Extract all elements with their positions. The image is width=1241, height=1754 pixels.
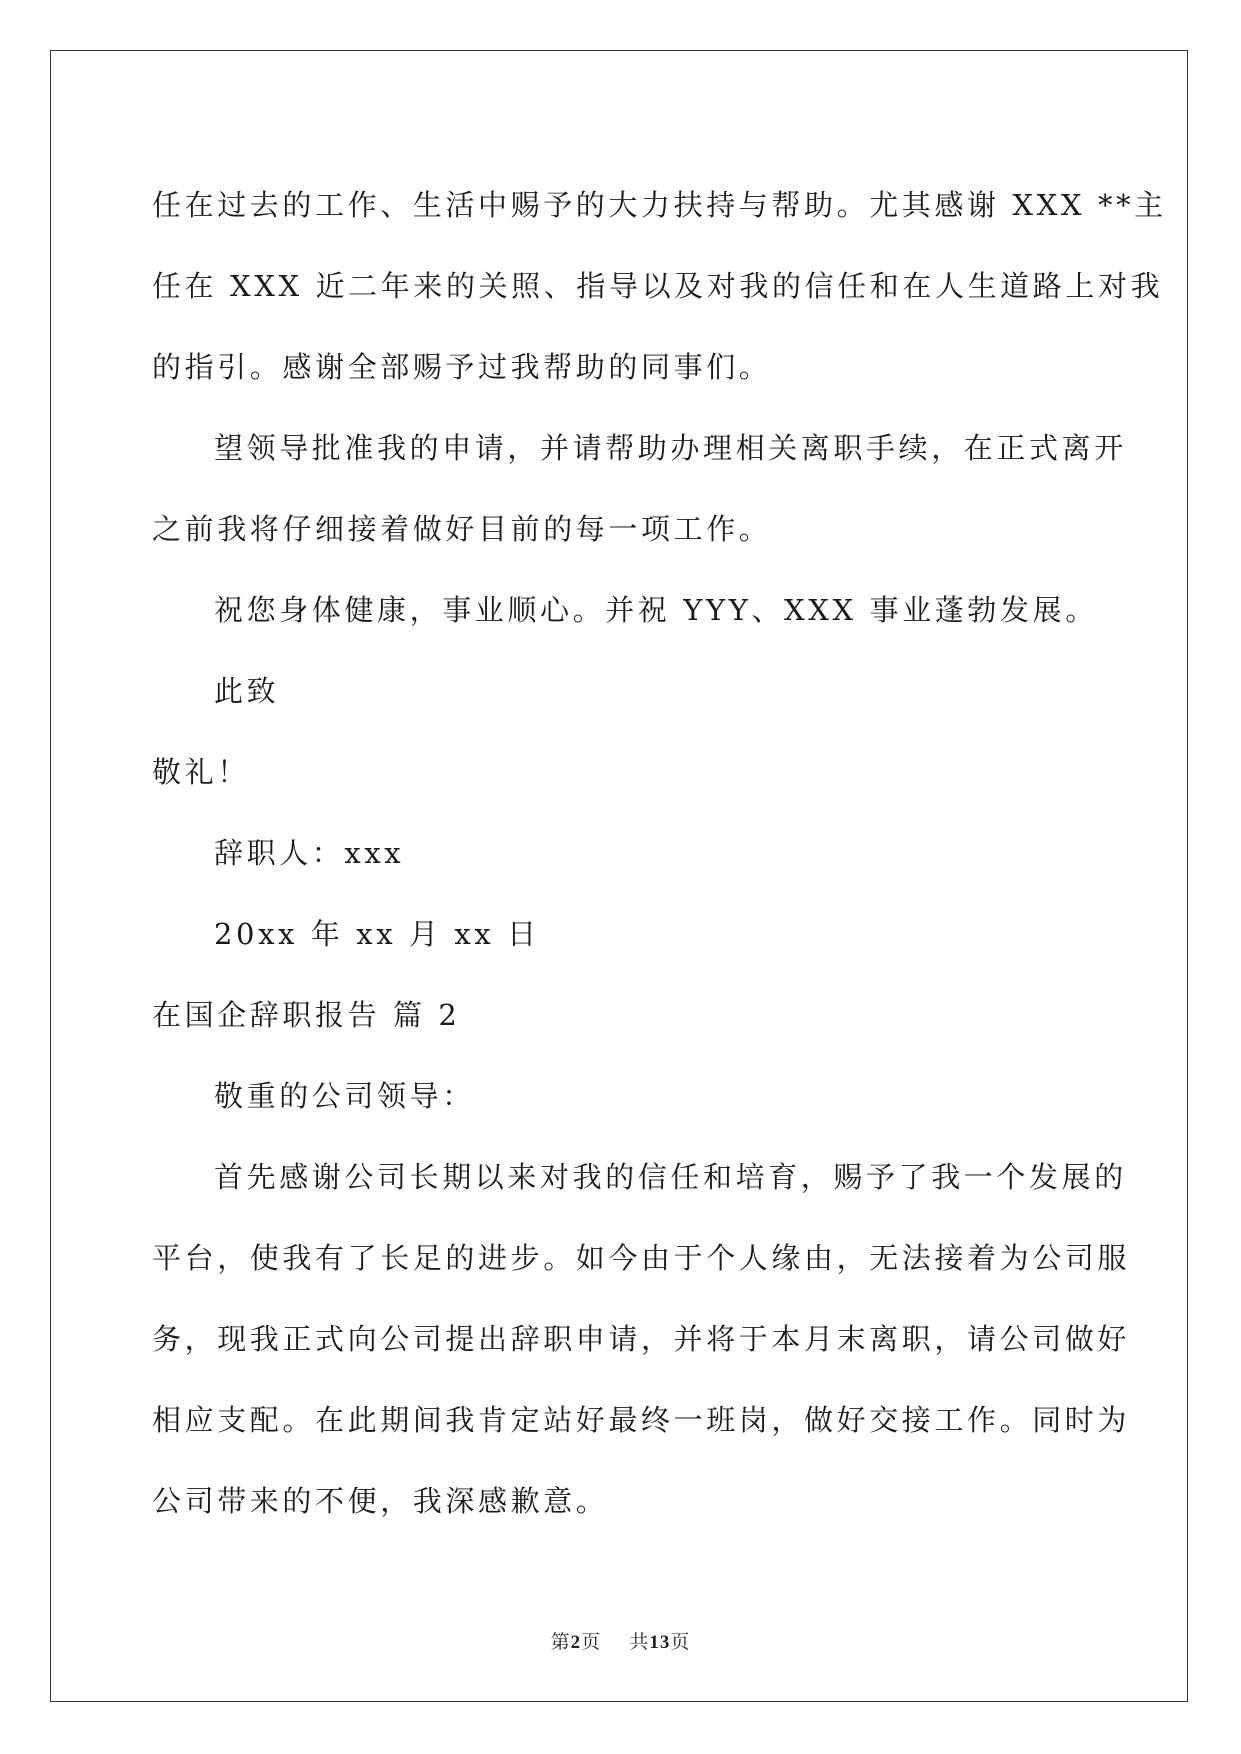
signature-line: 辞职人：xxx: [214, 836, 405, 870]
text-line: 公司带来的不便，我深感歉意。: [152, 1484, 609, 1518]
text-line: 的指引。感谢全部赐予过我帮助的同事们。: [152, 350, 772, 384]
document-body: [152, 165, 1167, 1542]
text-line: 祝您身体健康，事业顺心。并祝 YYY、XXX 事业蓬勃发展。: [214, 593, 1098, 627]
footer-page-word: 页: [581, 1631, 602, 1653]
footer-total-prefix: 共: [629, 1631, 650, 1653]
footer-total-word: 页: [670, 1631, 691, 1653]
text-line: 任在 XXX 近二年来的关照、指导以及对我的信任和在人生道路上对我: [152, 269, 1164, 303]
current-page-number: 2: [570, 1632, 582, 1653]
text-line: 务，现我正式向公司提出辞职申请，并将于本月末离职，请公司做好: [152, 1322, 1131, 1356]
date-line: 20xx 年 xx 月 xx 日: [214, 917, 540, 951]
text-line: 之前我将仔细接着做好目前的每一项工作。: [152, 512, 772, 546]
closing-line: 敬礼！: [152, 755, 250, 789]
text-line: 相应支配。在此期间我肯定站好最终一班岗，做好交接工作。同时为: [152, 1403, 1131, 1437]
text-line: 任在过去的工作、生活中赐予的大力扶持与帮助。尤其感谢 XXX **主: [152, 188, 1167, 222]
greeting-line: 敬重的公司领导：: [214, 1079, 475, 1113]
text-line: 望领导批准我的申请，并请帮助办理相关离职手续，在正式离开: [214, 431, 1127, 465]
text-line: 平台，使我有了长足的进步。如今由于个人缘由，无法接着为公司服: [152, 1241, 1131, 1275]
total-pages-number: 13: [649, 1632, 671, 1653]
footer-prefix: 第: [550, 1631, 571, 1653]
page-footer: [0, 1627, 1241, 1654]
salutation-line: 此致: [214, 674, 280, 708]
text-line: 首先感谢公司长期以来对我的信任和培育，赐予了我一个发展的: [214, 1160, 1127, 1194]
section-heading: 在国企辞职报告 篇 2: [152, 998, 461, 1032]
